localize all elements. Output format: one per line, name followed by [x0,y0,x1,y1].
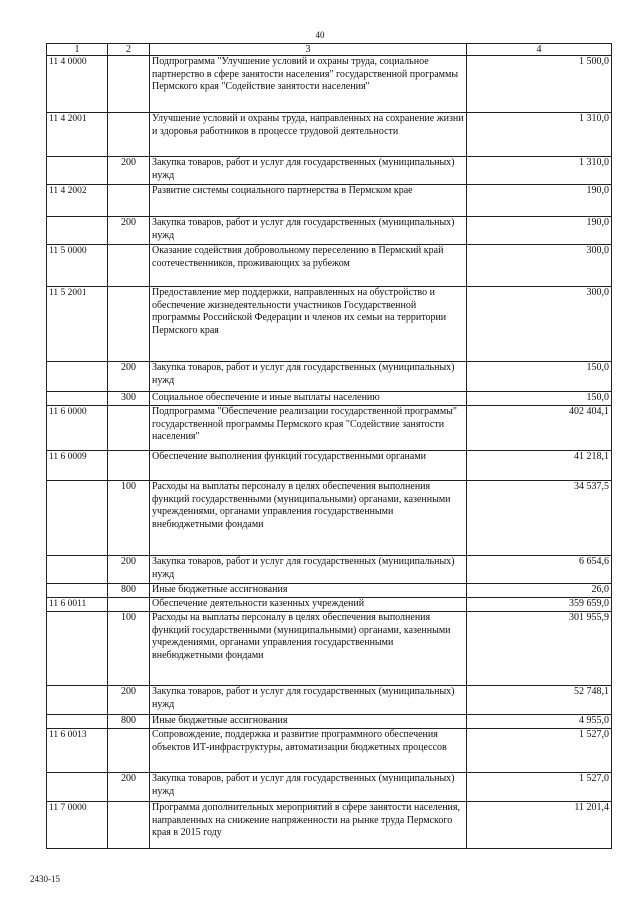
row-amount: 1 527,0 [467,729,612,773]
table-row [47,729,612,773]
table-row [47,406,612,451]
row-code [47,157,108,185]
table-header-row [47,44,612,56]
row-description: Социальное обеспечение и иные выплаты населению [150,392,467,406]
row-amount: 1 527,0 [467,773,612,802]
row-expense-type: 200 [108,362,150,392]
table-row [47,392,612,406]
row-code [47,773,108,802]
row-description: Оказание содействия добровольному переселению в Пермский край соотечественников, проживающих за рубежом [150,245,467,287]
row-description: Подпрограмма "Обеспечение реализации государственной программы" государственной программы Пермского края "Содействие занятости населения" [150,406,467,451]
row-code [47,584,108,598]
column-header-code: 1 [47,44,108,56]
row-amount: 4 955,0 [467,715,612,729]
row-code [47,392,108,406]
row-code: 11 6 0013 [47,729,108,773]
row-amount: 11 201,4 [467,802,612,849]
table-row [47,481,612,556]
table-row [47,612,612,686]
table-row [47,686,612,715]
table-row [47,802,612,849]
row-amount: 190,0 [467,217,612,245]
row-expense-type: 200 [108,556,150,584]
row-expense-type [108,113,150,157]
row-description: Предоставление мер поддержки, направленных на обустройство и обеспечение жизнедеятельности участников Государственной программы Российской Федерации и членов их семьи на территории Пермского края [150,287,467,362]
row-description: Закупка товаров, работ и услуг для государственных (муниципальных) нужд [150,686,467,715]
table-row [47,451,612,481]
row-code [47,362,108,392]
row-description: Обеспечение выполнения функций государственными органами [150,451,467,481]
row-code: 11 6 0009 [47,451,108,481]
row-code [47,715,108,729]
row-amount: 150,0 [467,392,612,406]
page-number: 40 [315,30,325,40]
row-expense-type [108,287,150,362]
row-code: 11 4 2001 [47,113,108,157]
row-description: Сопровождение, поддержка и развитие программного обеспечения объектов ИТ-инфраструктуры, автоматизации бюджетных процессов [150,729,467,773]
row-code [47,686,108,715]
row-expense-type: 300 [108,392,150,406]
row-description: Расходы на выплаты персоналу в целях обеспечения выполнения функций государственными (муниципальными) органами, казенными учреждениями, органами управления государственными внебюджетными фондами [150,612,467,686]
row-amount: 1 500,0 [467,56,612,113]
table-row [47,362,612,392]
table-row [47,556,612,584]
row-code: 11 4 0000 [47,56,108,113]
row-expense-type: 200 [108,157,150,185]
row-expense-type [108,598,150,612]
row-expense-type: 100 [108,481,150,556]
row-expense-type [108,245,150,287]
table-row [47,245,612,287]
table-row [47,584,612,598]
budget-table [46,43,612,849]
row-code [47,217,108,245]
table-row [47,715,612,729]
row-expense-type [108,729,150,773]
row-expense-type [108,406,150,451]
row-amount: 150,0 [467,362,612,392]
row-code [47,612,108,686]
row-description: Закупка товаров, работ и услуг для государственных (муниципальных) нужд [150,217,467,245]
row-description: Программа дополнительных мероприятий в сфере занятости населения, направленных на снижение напряженности на рынке труда Пермского края в 2015 году [150,802,467,849]
row-amount: 1 310,0 [467,113,612,157]
row-code: 11 6 0011 [47,598,108,612]
table-body [47,56,612,849]
row-expense-type [108,451,150,481]
row-expense-type [108,56,150,113]
row-description: Закупка товаров, работ и услуг для государственных (муниципальных) нужд [150,556,467,584]
row-description: Закупка товаров, работ и услуг для государственных (муниципальных) нужд [150,773,467,802]
row-expense-type: 800 [108,584,150,598]
row-code: 11 5 2001 [47,287,108,362]
row-expense-type: 100 [108,612,150,686]
row-amount: 34 537,5 [467,481,612,556]
row-description: Развитие системы социального партнерства в Пермском крае [150,185,467,217]
row-amount: 1 310,0 [467,157,612,185]
row-description: Улучшение условий и охраны труда, направленных на сохранение жизни и здоровья работников в процессе трудовой деятельности [150,113,467,157]
row-amount: 301 955,9 [467,612,612,686]
row-amount: 402 404,1 [467,406,612,451]
row-amount: 41 218,1 [467,451,612,481]
table-row [47,113,612,157]
row-amount: 52 748,1 [467,686,612,715]
row-description: Иные бюджетные ассигнования [150,584,467,598]
row-description: Подпрограмма "Улучшение условий и охраны труда, социальное партнерство в сфере занятости населения" государственной программы Пермского края "Содействие занятости населения" [150,56,467,113]
row-amount: 300,0 [467,287,612,362]
row-description: Закупка товаров, работ и услуг для государственных (муниципальных) нужд [150,362,467,392]
row-expense-type: 200 [108,773,150,802]
row-amount: 300,0 [467,245,612,287]
row-description: Обеспечение деятельности казенных учреждений [150,598,467,612]
table-row [47,287,612,362]
row-expense-type [108,802,150,849]
footer-code: 2430-15 [30,874,60,884]
column-header-expense-type: 2 [108,44,150,56]
row-description: Расходы на выплаты персоналу в целях обеспечения выполнения функций государственными (муниципальными) органами, казенными учреждениями, органами управления государственными внебюджетными фондами [150,481,467,556]
column-header-description: 3 [150,44,467,56]
row-expense-type: 200 [108,686,150,715]
row-amount: 359 659,0 [467,598,612,612]
row-code: 11 5 0000 [47,245,108,287]
column-header-amount: 4 [467,44,612,56]
table-row [47,598,612,612]
row-amount: 6 654,6 [467,556,612,584]
table-row [47,157,612,185]
row-expense-type: 200 [108,217,150,245]
table-row [47,773,612,802]
row-code [47,556,108,584]
row-amount: 190,0 [467,185,612,217]
row-amount: 26,0 [467,584,612,598]
row-code: 11 7 0000 [47,802,108,849]
row-code [47,481,108,556]
table-row [47,217,612,245]
row-code: 11 4 2002 [47,185,108,217]
row-expense-type: 800 [108,715,150,729]
row-code: 11 6 0000 [47,406,108,451]
row-description: Закупка товаров, работ и услуг для государственных (муниципальных) нужд [150,157,467,185]
table-row [47,185,612,217]
table-row [47,56,612,113]
row-description: Иные бюджетные ассигнования [150,715,467,729]
row-expense-type [108,185,150,217]
